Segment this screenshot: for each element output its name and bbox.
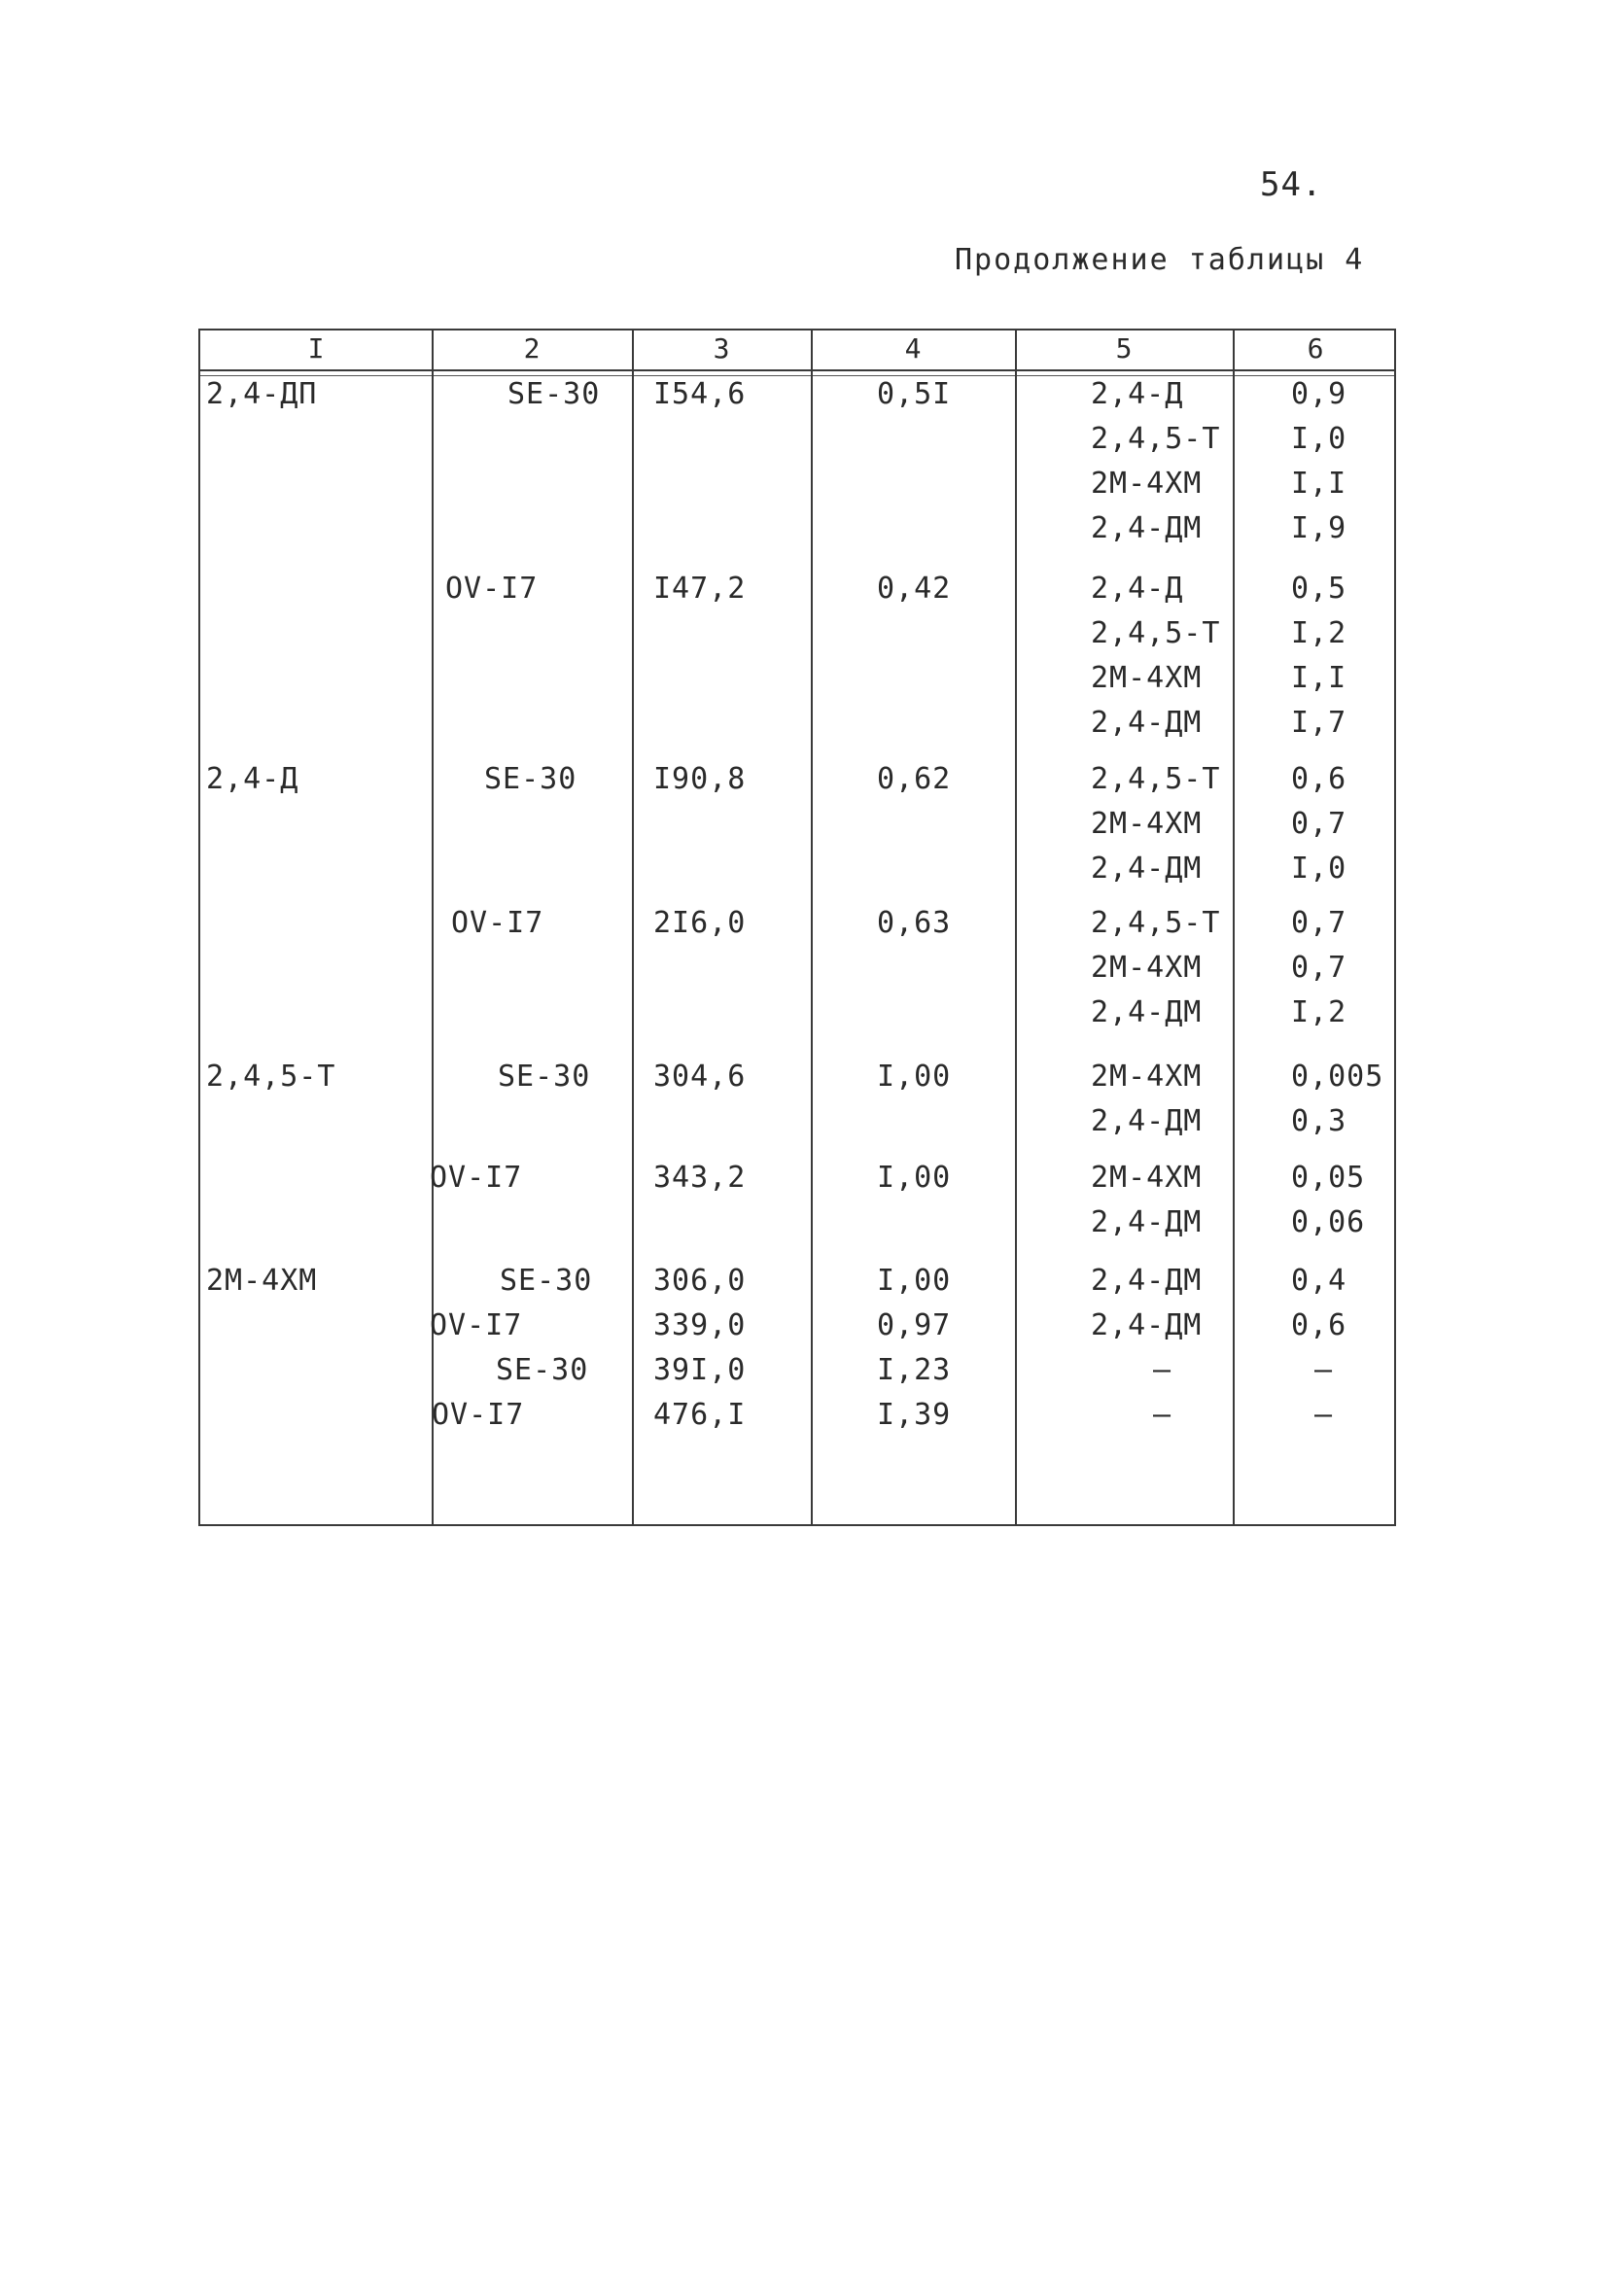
cell-phase: OV-I7: [451, 906, 544, 940]
column-divider: [811, 330, 813, 1524]
cell-pair-compound: 2,4-ДМ: [1091, 511, 1203, 545]
cell-resolution: I,9: [1291, 511, 1347, 545]
cell-pair-compound: 2М-4ХМ: [1091, 807, 1203, 841]
column-header: 2: [523, 332, 541, 365]
cell-retention: I54,6: [653, 377, 747, 411]
cell-pair-compound: 2,4,5-Т: [1091, 906, 1221, 940]
cell-compound: 2,4-Д: [206, 762, 299, 796]
cell-pair-compound: 2,4-ДМ: [1091, 706, 1203, 740]
cell-resolution: I,I: [1291, 661, 1347, 695]
cell-resolution: 0,9: [1291, 377, 1347, 411]
cell-retention: 304,6: [653, 1060, 747, 1094]
cell-retention: I47,2: [653, 572, 747, 606]
data-table: [198, 329, 1396, 1526]
cell-relative: 0,42: [877, 572, 952, 606]
cell-relative: 0,62: [877, 762, 952, 796]
cell-resolution: 0,6: [1291, 762, 1347, 796]
cell-phase: SE-30: [496, 1353, 589, 1387]
table-caption: Продолжение таблицы 4: [955, 243, 1365, 277]
page-number: 54.: [1260, 165, 1323, 204]
column-header: 4: [904, 332, 922, 365]
cell-relative: 0,97: [877, 1308, 952, 1342]
cell-pair-compound: 2,4,5-Т: [1091, 762, 1221, 796]
cell-pair-compound: –: [1153, 1353, 1172, 1387]
cell-retention: 306,0: [653, 1264, 747, 1298]
header-rule-double: [200, 375, 1394, 376]
cell-resolution: 0,4: [1291, 1264, 1347, 1298]
cell-pair-compound: 2,4,5-Т: [1091, 616, 1221, 650]
cell-retention: 2I6,0: [653, 906, 747, 940]
cell-retention: 343,2: [653, 1161, 747, 1195]
cell-resolution: I,2: [1291, 616, 1347, 650]
header-rule: [200, 369, 1394, 371]
cell-retention: 339,0: [653, 1308, 747, 1342]
cell-phase: SE-30: [484, 762, 577, 796]
cell-relative: I,00: [877, 1161, 952, 1195]
column-divider: [1015, 330, 1017, 1524]
column-header: I: [307, 332, 325, 365]
cell-relative: I,23: [877, 1353, 952, 1387]
cell-retention: 39I,0: [653, 1353, 747, 1387]
cell-pair-compound: 2М-4ХМ: [1091, 1060, 1203, 1094]
cell-phase: SE-30: [507, 377, 601, 411]
cell-resolution: 0,3: [1291, 1104, 1347, 1138]
cell-phase: SE-30: [498, 1060, 591, 1094]
cell-pair-compound: 2М-4ХМ: [1091, 1161, 1203, 1195]
cell-pair-compound: 2,4-Д: [1091, 572, 1184, 606]
cell-resolution: 0,7: [1291, 951, 1347, 985]
cell-resolution: 0,005: [1291, 1060, 1384, 1094]
cell-resolution: 0,6: [1291, 1308, 1347, 1342]
cell-pair-compound: 2,4-ДМ: [1091, 1308, 1203, 1342]
cell-pair-compound: 2,4-Д: [1091, 377, 1184, 411]
column-header: 3: [713, 332, 730, 365]
cell-pair-compound: 2,4-ДМ: [1091, 995, 1203, 1029]
cell-phase: OV-I7: [430, 1308, 523, 1342]
cell-resolution: 0,5: [1291, 572, 1347, 606]
cell-resolution: 0,7: [1291, 906, 1347, 940]
cell-pair-compound: 2,4-ДМ: [1091, 1264, 1203, 1298]
cell-compound: 2,4-ДП: [206, 377, 318, 411]
cell-pair-compound: –: [1153, 1398, 1172, 1432]
cell-compound: 2,4,5-Т: [206, 1060, 336, 1094]
cell-phase: SE-30: [500, 1264, 593, 1298]
cell-phase: OV-I7: [430, 1161, 523, 1195]
cell-resolution: I,0: [1291, 852, 1347, 886]
cell-phase: OV-I7: [432, 1398, 525, 1432]
cell-retention: 476,I: [653, 1398, 747, 1432]
cell-resolution: I,7: [1291, 706, 1347, 740]
cell-resolution: 0,05: [1291, 1161, 1366, 1195]
cell-relative: I,00: [877, 1060, 952, 1094]
column-header: 6: [1307, 332, 1324, 365]
cell-resolution: 0,06: [1291, 1205, 1366, 1239]
cell-pair-compound: 2,4-ДМ: [1091, 852, 1203, 886]
cell-resolution: 0,7: [1291, 807, 1347, 841]
column-divider: [1233, 330, 1235, 1524]
cell-pair-compound: 2,4-ДМ: [1091, 1205, 1203, 1239]
cell-resolution: –: [1314, 1398, 1334, 1432]
cell-resolution: I,0: [1291, 422, 1347, 456]
cell-resolution: I,I: [1291, 467, 1347, 501]
cell-retention: I90,8: [653, 762, 747, 796]
cell-relative: I,39: [877, 1398, 952, 1432]
cell-pair-compound: 2,4-ДМ: [1091, 1104, 1203, 1138]
cell-resolution: I,2: [1291, 995, 1347, 1029]
cell-relative: 0,63: [877, 906, 952, 940]
cell-resolution: –: [1314, 1353, 1334, 1387]
cell-relative: 0,5I: [877, 377, 952, 411]
cell-relative: I,00: [877, 1264, 952, 1298]
cell-pair-compound: 2М-4ХМ: [1091, 661, 1203, 695]
cell-pair-compound: 2М-4ХМ: [1091, 467, 1203, 501]
cell-phase: OV-I7: [445, 572, 539, 606]
cell-compound: 2М-4ХМ: [206, 1264, 318, 1298]
cell-pair-compound: 2М-4ХМ: [1091, 951, 1203, 985]
column-divider: [632, 330, 634, 1524]
column-divider: [432, 330, 434, 1524]
column-header: 5: [1115, 332, 1133, 365]
cell-pair-compound: 2,4,5-Т: [1091, 422, 1221, 456]
